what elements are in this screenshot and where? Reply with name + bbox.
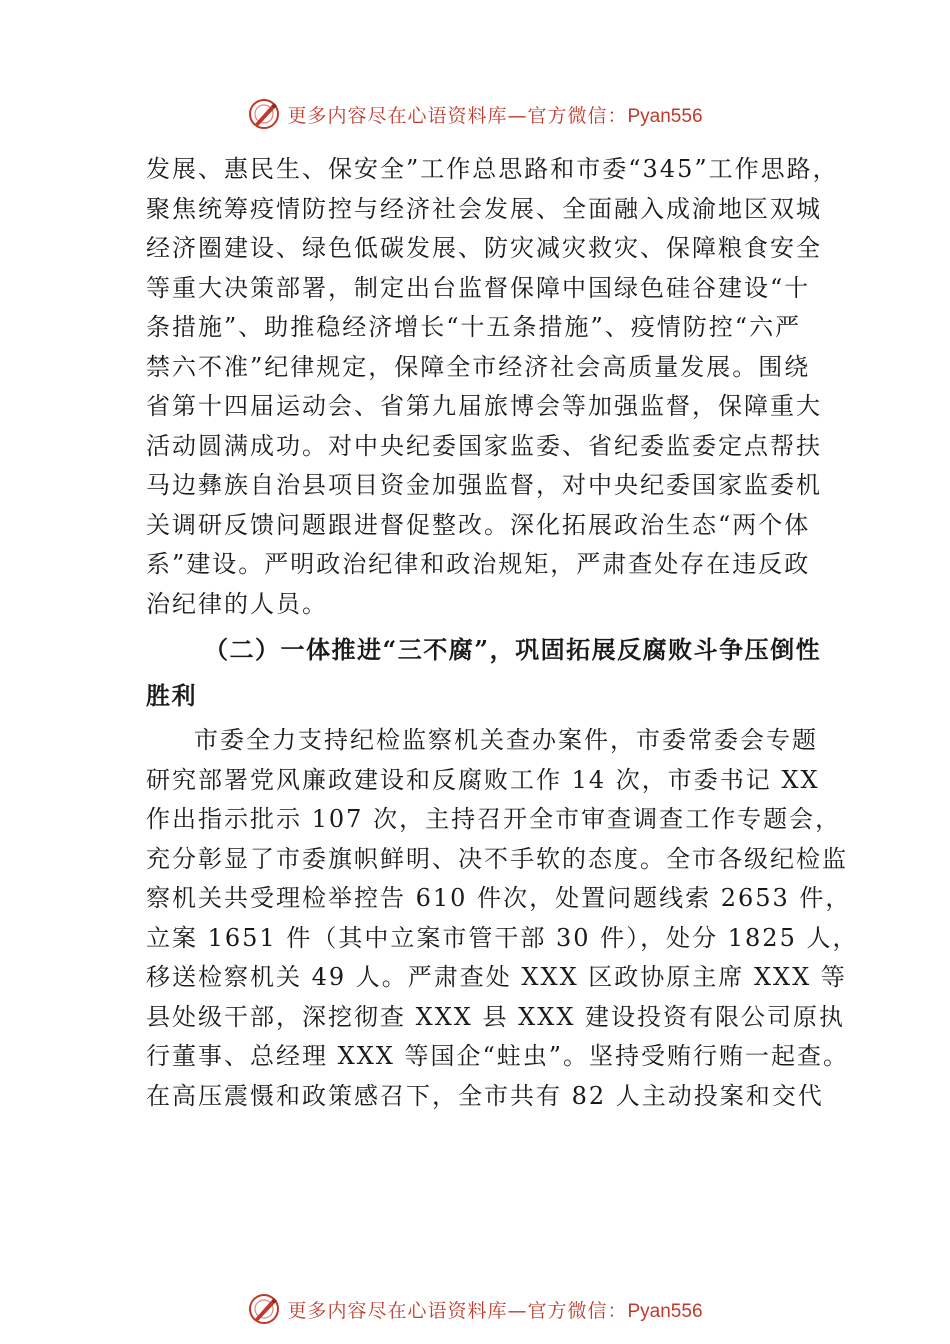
- body-line: 活动圆满成功。对中央纪委国家监委、省纪委监委定点帮扶: [146, 431, 822, 460]
- banner-handle: Pyan556: [627, 105, 703, 127]
- body-line: 禁六不准”纪律规定，保障全市经济社会高质量发展。围绕: [146, 352, 811, 381]
- banner-cn: 更多内容尽在心语资料库—官方微信：: [287, 1299, 628, 1322]
- body-line: 聚焦统筹疫情防控与经济社会发展、全面融入成渝地区双城: [146, 194, 822, 223]
- body-line: 省第十四届运动会、省第九届旅博会等加强监督，保障重大: [146, 392, 822, 420]
- document-body: [146, 150, 859, 1116]
- paragraph-line: 研究部署党风廉政建设和反腐败工作 14 次，市委书记 XX: [146, 765, 820, 794]
- body-line: 系”建设。严明政治纪律和政治规矩，严肃查处存在违反政: [146, 550, 811, 578]
- banner-cn: 更多内容尽在心语资料库—官方微信：: [287, 104, 628, 127]
- paragraph-line: 县处级干部，深挖彻查 XXX 县 XXX 建设投资有限公司原执: [146, 1002, 846, 1031]
- banner-text: [287, 101, 702, 128]
- pen-logo-icon: [247, 97, 281, 131]
- body-line: 关调研反馈问题跟进督促整改。深化拓展政治生态“两个体: [146, 510, 811, 539]
- paragraph-line: 察机关共受理检举控告 610 件次，处置问题线索 2653 件，: [146, 884, 852, 912]
- paragraph-line: 移送检察机关 49 人。严肃查处 XXX 区政协原主席 XXX 等: [146, 963, 847, 991]
- body-line: 治纪律的人员。: [146, 589, 328, 618]
- body-line: 马边彝族自治县项目资金加强监督，对中央纪委国家监委机: [146, 471, 822, 499]
- body-line: 发展、惠民生、保安全”工作总思路和市委“345”工作思路，: [146, 155, 839, 183]
- banner-handle: Pyan556: [627, 1300, 703, 1322]
- paragraph-line: 立案 1651 件（其中立案市管干部 30 件），处分 1825 人，: [146, 923, 859, 952]
- section-heading-line-1: （二）一体推进“三不腐”，巩固拓展反腐败斗争压倒性: [204, 635, 822, 664]
- banner-text: [287, 1296, 702, 1323]
- paragraph-line: 在高压震慑和政策感召下，全市共有 82 人主动投案和交代: [146, 1081, 824, 1110]
- section-heading-line-2: 胜利: [146, 680, 197, 710]
- paragraph-line: 行董事、总经理 XXX 等国企“蛀虫”。坚持受贿行贿一起查。: [146, 1042, 850, 1070]
- body-line: 经济圈建设、绿色低碳发展、防灾减灾救灾、保障粮食安全: [146, 234, 822, 262]
- pen-logo-icon: [247, 1292, 281, 1326]
- header-watermark-banner: [0, 94, 950, 134]
- paragraph-line: 市委全力支持纪检监察机关查办案件，市委常委会专题: [194, 726, 818, 754]
- body-line: 等重大决策部署，制定出台监督保障中国绿色硅谷建设“十: [146, 273, 811, 302]
- paragraph-line: 充分彰显了市委旗帜鲜明、决不手软的态度。全市各级纪检监: [146, 844, 848, 873]
- body-line: 条措施”、助推稳经济增长“十五条措施”、疫情防控“六严: [146, 313, 802, 341]
- footer-watermark-banner: [0, 1289, 950, 1329]
- paragraph-line: 作出指示批示 107 次，主持召开全市审查调查工作专题会，: [146, 805, 842, 833]
